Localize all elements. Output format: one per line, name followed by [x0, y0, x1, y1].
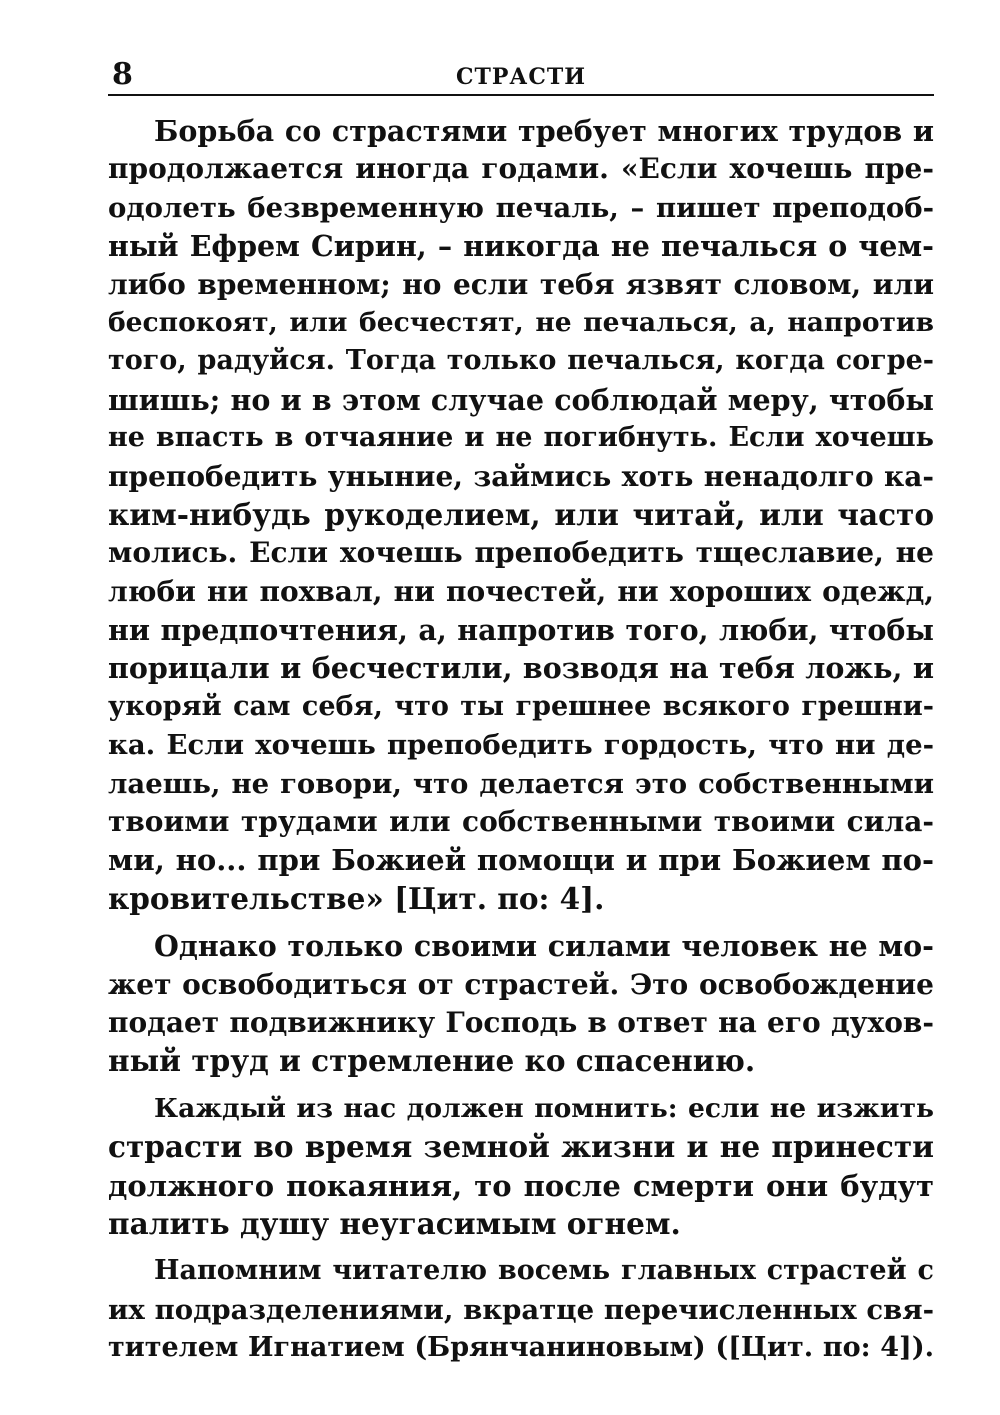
running-head — [108, 58, 934, 92]
text-line: ни предпочтения, а, напротив того, люби, чтобы — [108, 613, 934, 648]
header-rule — [108, 94, 934, 96]
text-line: ный труд и стремление ко спасению. — [108, 1043, 756, 1079]
paragraph — [108, 1252, 934, 1367]
text-line: молись. Если хочешь препобедить тщеславие, не — [108, 536, 934, 570]
text-line: порицали и бесчестили, возводя на тебя ложь, и — [108, 651, 934, 686]
text-line: препобедить уныние, займись хоть ненадолго ка- — [108, 459, 934, 493]
text-line: либо временном; но если тебя язвят словом, или — [108, 267, 934, 301]
text-line: ким-нибудь рукоделием, или читай, или часто — [108, 496, 934, 532]
paragraph-gap — [108, 918, 934, 927]
text-line: укоряй сам себя, что ты грешнее всякого грешни- — [108, 690, 934, 722]
text-line: ный Ефрем Сирин, – никогда не печалься о чем- — [108, 229, 934, 264]
text-line: лаешь, не говори, что делается это собственными — [108, 767, 934, 800]
text-line: Каждый из нас должен помнить: если не изжить — [154, 1092, 934, 1124]
text-line: их подразделениями, вкратце перечисленных свя- — [108, 1293, 934, 1326]
text-line: беспокоят, или бесчестят, не печалься, а, напротив — [108, 306, 934, 338]
text-line: одолеть безвременную печаль, – пишет преподоб- — [108, 191, 934, 224]
text-line: тителем Игнатием (Брянчаниновым) ([Цит. по: 4]). — [108, 1332, 934, 1364]
text-line: Борьба со страстями требует многих трудов и — [154, 114, 934, 148]
page-number: 8 — [112, 57, 133, 92]
text-line: шишь; но и в этом случае соблюдай меру, чтобы — [108, 382, 934, 417]
text-line: Однако только своими силами человек не мо- — [154, 929, 934, 964]
text-line: ка. Если хочешь препобедить гордость, что ни де- — [108, 729, 934, 762]
section-title: СТРАСТИ — [455, 64, 586, 90]
text-line: жет освободиться от страстей. Это освобождение — [108, 967, 934, 1001]
paragraph — [108, 1090, 934, 1244]
text-line: должного покаяния, то после смерти они будут — [108, 1168, 934, 1203]
text-line: Напомним читателю восемь главных страстей с — [154, 1255, 934, 1287]
text-line: не впасть в отчаяние и не погибнуть. Если хочешь — [108, 422, 934, 454]
paragraph-gap — [108, 1243, 934, 1252]
text-line: кровительстве» [Цит. по: 4]. — [108, 880, 605, 916]
text-line: люби ни похвал, ни почестей, ни хороших одежд, — [108, 574, 934, 608]
text-line: продолжается иногда годами. «Если хочешь пре- — [108, 152, 934, 186]
text-line: страсти во время земной жизни и не принести — [108, 1129, 934, 1165]
text-line: палить душу неугасимым огнем. — [108, 1205, 681, 1241]
text-line: ми, но... при Божией помощи и при Божием по- — [108, 843, 934, 878]
body-text — [108, 112, 934, 1368]
text-line: подает подвижнику Господь в ответ на его духов- — [108, 1005, 934, 1039]
text-line: того, радуйся. Тогда только печалься, когда согре- — [108, 345, 934, 377]
paragraph-gap — [108, 1081, 934, 1090]
paragraph — [108, 927, 934, 1081]
text-line: твоими трудами или собственными твоими сила- — [108, 805, 934, 839]
paragraph — [108, 112, 934, 918]
